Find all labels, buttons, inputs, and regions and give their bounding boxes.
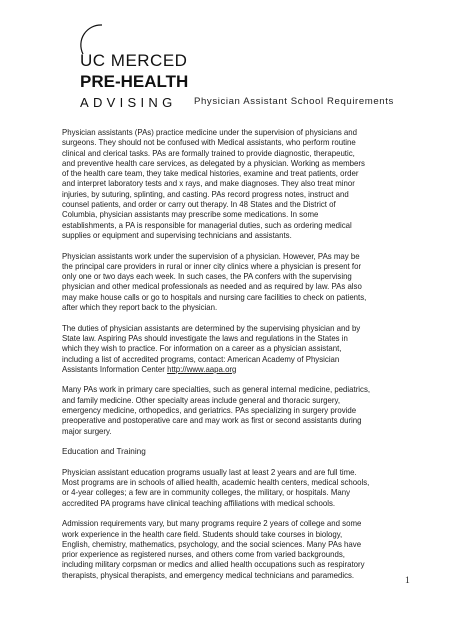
text-line: clinical and clerical tasks. PAs are formally trained to provide diagnostic, therapeutic, <box>62 148 355 158</box>
contact-line-prefix: Assistants Information Center <box>62 364 168 374</box>
text-line: and preventive health care services, as delegated by a physician. Working as members <box>62 158 365 168</box>
text-line: of the health care team, they take medical histories, examine and treat patients, order <box>62 169 359 179</box>
text-line: therapists, physical therapists, and emergency medical technicians and paramedics. <box>62 570 355 580</box>
text-line: including a list of accredited programs, contact: American Academy of Physician <box>62 354 340 364</box>
section-heading-education: Education and Training <box>62 447 146 457</box>
text-line: and family medicine. Other specialty areas include general and thoracic surgery, <box>62 395 341 405</box>
text-line: Admission requirements vary, but many programs require 2 years of college and some <box>62 519 362 529</box>
text-line: may make house calls or go to hospitals and nursing care facilities to check on patients, <box>62 292 367 302</box>
text-line: Many PAs work in primary care specialties, such as general internal medicine, pediatrics, <box>62 385 371 395</box>
text-line: counsel patients, and order or carry out therapy. In 48 States and the District of <box>62 200 336 210</box>
uc-merced-logo <box>66 22 189 110</box>
paragraph-admission <box>62 519 414 581</box>
text-line: surgeons. They should not be confused with Medical assistants, who perform routine <box>62 138 356 148</box>
text-line: physician and other medical professionals as needed and as required by law. PAs also <box>62 282 362 292</box>
text-line: Physician assistant education programs usually last at least 2 years and are full time. <box>62 467 357 477</box>
text-line: and interpret laboratory tests and x rays, and make diagnoses. They also treat minor <box>62 179 355 189</box>
text-line: only one or two days each week. In such cases, the PA confers with the supervising <box>62 272 352 282</box>
text-line: major surgery. <box>62 426 112 436</box>
paragraph-intro <box>62 128 414 241</box>
logo-text-advising: ADVISING <box>80 95 177 110</box>
text-line: accredited PA programs have clinical teaching affiliations with medical schools. <box>62 498 336 508</box>
aapa-website-link[interactable]: http://www.aapa.org <box>167 364 237 374</box>
paragraph-duties <box>62 324 414 375</box>
text-line: English, chemistry, mathematics, psychology, and the social sciences. Many PAs have <box>62 539 362 549</box>
logo-text-pre-health: PRE-HEALTH <box>80 72 189 91</box>
text-line: injuries, by suturing, splinting, and casting. PAs record progress notes, instruct and <box>62 189 349 199</box>
text-line: work experience in the health care field. Students should take courses in biology, <box>62 529 343 539</box>
text-line: or 4-year colleges; a few are in community colleges, the military, or hospitals. Many <box>62 488 351 498</box>
contact-line <box>62 365 414 375</box>
text-line: Most programs are in schools of allied health, academic health centers, medical schools, <box>62 478 370 488</box>
text-line: Physician assistants work under the supervision of a physician. However, PAs may be <box>62 251 360 261</box>
paragraph-supervision <box>62 252 414 314</box>
text-line: State law. Aspiring PAs should investigate the laws and regulations in the States in <box>62 333 348 343</box>
paragraph-specialties <box>62 385 414 436</box>
page-number: 1 <box>405 576 410 586</box>
text-line: the principal care providers in rural or inner city clinics where a physician is present for <box>62 261 362 271</box>
paragraph-education-programs <box>62 468 414 509</box>
text-line: Physician assistants (PAs) practice medicine under the supervision of physicians and <box>62 128 358 137</box>
text-line: which they wish to practice. For information on a career as a physician assistant, <box>62 344 342 354</box>
text-line: preoperative and postoperative care and may work as first or second assistants during <box>62 416 362 426</box>
text-line: Columbia, physician assistants may prescribe some medications. In some <box>62 210 319 220</box>
text-line: after which they report back to the physician. <box>62 303 218 313</box>
text-line: including military corpsman or medics and allied health occupations such as respiratory <box>62 560 365 570</box>
document-title: Physician Assistant School Requirements <box>194 96 394 107</box>
text-line: The duties of physician assistants are determined by the supervising physician and by <box>62 323 361 333</box>
text-line: supplies or equipment and supervising technicians and assistants. <box>62 230 292 240</box>
document-body <box>62 128 414 591</box>
text-line: prior experience as registered nurses, and others come from varied backgrounds, <box>62 550 345 560</box>
logo-text-uc-merced: UC MERCED <box>80 51 188 70</box>
text-line: establishments, a PA is responsible for managerial duties, such as ordering medical <box>62 220 352 230</box>
text-line: emergency medicine, orthopedics, and geriatrics. PAs specializing in surgery provide <box>62 406 357 416</box>
